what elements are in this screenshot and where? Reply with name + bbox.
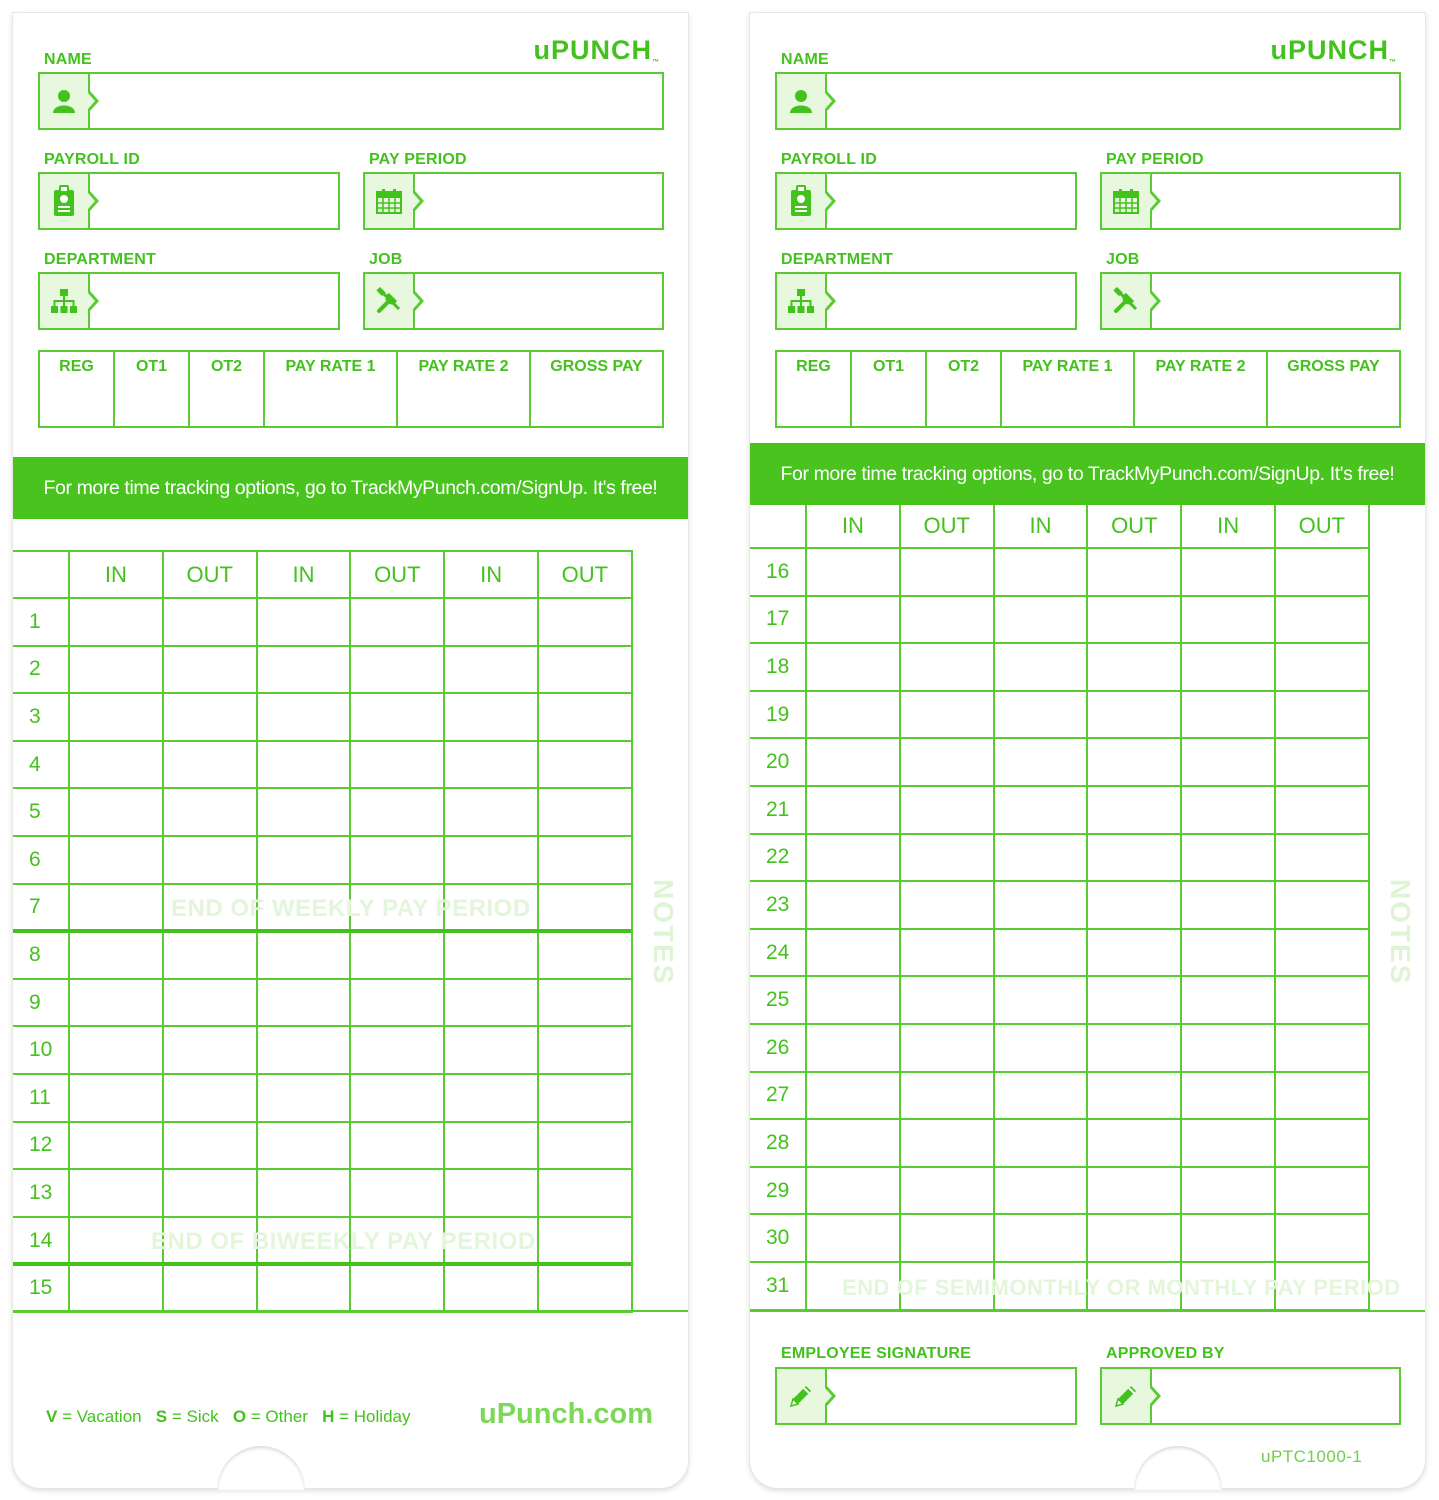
punch-cell[interactable] (70, 932, 164, 980)
punch-cell[interactable] (445, 980, 539, 1028)
punch-cell[interactable] (1182, 549, 1276, 597)
punch-cell[interactable] (995, 882, 1089, 930)
person-icon (777, 74, 827, 128)
employee-signature-label: EMPLOYEE SIGNATURE (781, 1345, 971, 1362)
punch-cell[interactable] (1182, 1215, 1276, 1263)
punch-cell[interactable] (258, 1027, 352, 1075)
ot1-header: OT1 (852, 352, 927, 426)
punch-cell[interactable] (445, 742, 539, 790)
gross-pay-header: GROSS PAY (550, 358, 643, 375)
punch-cell[interactable] (901, 882, 995, 930)
punch-cell[interactable] (807, 1168, 901, 1216)
grid-corner (13, 552, 70, 599)
day-number: 9 (13, 980, 70, 1028)
punch-cell[interactable] (445, 599, 539, 647)
punch-cell[interactable] (1182, 739, 1276, 787)
punch-cell[interactable] (258, 1123, 352, 1171)
punch-cell[interactable] (445, 932, 539, 980)
pay-period-field[interactable] (1100, 172, 1401, 230)
punch-cell[interactable] (445, 1027, 539, 1075)
job-label: JOB (369, 251, 403, 268)
punch-cell[interactable] (258, 980, 352, 1028)
punch-cell[interactable] (995, 835, 1089, 883)
day-number: 19 (750, 692, 807, 740)
name-label: NAME (44, 51, 92, 68)
punch-cell[interactable] (70, 647, 164, 695)
pay-period-field[interactable] (363, 172, 664, 230)
punch-cell[interactable] (258, 932, 352, 980)
punch-cell[interactable] (1088, 739, 1182, 787)
punch-cell[interactable] (901, 1073, 995, 1121)
pencil-icon (777, 1369, 827, 1423)
punch-cell[interactable] (1276, 1168, 1370, 1216)
punch-cell[interactable] (807, 644, 901, 692)
day-number: 29 (750, 1168, 807, 1216)
punch-cell[interactable] (1088, 644, 1182, 692)
punch-cell[interactable] (1182, 644, 1276, 692)
ot2-header: OT2 (927, 352, 1002, 426)
punch-cell[interactable] (807, 1120, 901, 1168)
punch-cell[interactable] (164, 789, 258, 837)
day-number: 7 (13, 885, 70, 933)
punch-cell[interactable] (901, 1168, 995, 1216)
punch-cell[interactable] (258, 647, 352, 695)
punch-cell[interactable] (807, 930, 901, 978)
job-field[interactable] (363, 272, 664, 330)
monthly-watermark: END OF SEMIMONTHLY OR MONTHLY PAY PERIOD (842, 1275, 1401, 1300)
punch-cell[interactable] (807, 739, 901, 787)
punch-cell[interactable] (1088, 1168, 1182, 1216)
punch-cell[interactable] (164, 932, 258, 980)
pay-rate-2-header: PAY RATE 2 (398, 352, 531, 426)
tools-icon (1102, 274, 1152, 328)
punch-cell[interactable] (901, 930, 995, 978)
punch-cell[interactable] (1276, 739, 1370, 787)
column-header: OUT (1088, 505, 1182, 549)
punch-cell[interactable] (258, 599, 352, 647)
column-header: IN (1182, 505, 1276, 549)
column-header: IN (807, 505, 901, 549)
punch-cell[interactable] (539, 789, 633, 837)
punch-cell[interactable] (1276, 1120, 1370, 1168)
grid-corner (750, 505, 807, 549)
pay-period-label: PAY PERIOD (369, 151, 467, 168)
punch-cell[interactable] (901, 739, 995, 787)
punch-cell[interactable] (1182, 835, 1276, 883)
punch-cell[interactable] (539, 1075, 633, 1123)
calendar-icon (1102, 174, 1152, 228)
gross-pay-header: GROSS PAY (1287, 358, 1380, 375)
punch-cell[interactable] (351, 647, 445, 695)
punch-grid-days-16-31 (750, 505, 1370, 1311)
punch-cell[interactable] (807, 787, 901, 835)
punch-cell[interactable] (164, 837, 258, 885)
department-label: DEPARTMENT (44, 251, 156, 268)
punch-cell[interactable] (445, 694, 539, 742)
column-header: OUT (539, 552, 633, 599)
day-number: 2 (13, 647, 70, 695)
day-number: 27 (750, 1073, 807, 1121)
punch-cell[interactable] (1088, 1073, 1182, 1121)
punch-cell[interactable] (1276, 1215, 1370, 1263)
upunch-logo: uPUNCH™ (533, 35, 660, 66)
punch-cell[interactable] (70, 1075, 164, 1123)
punch-cell[interactable] (351, 599, 445, 647)
punch-cell[interactable] (164, 1027, 258, 1075)
punch-cell[interactable] (1276, 882, 1370, 930)
punch-cell[interactable] (258, 1075, 352, 1123)
day-number: 17 (750, 597, 807, 645)
pay-summary-box (775, 350, 1401, 428)
punch-cell[interactable] (539, 1123, 633, 1171)
punch-cell[interactable] (807, 597, 901, 645)
punch-cell[interactable] (1276, 835, 1370, 883)
punch-cell[interactable] (445, 789, 539, 837)
punch-cell[interactable] (445, 1170, 539, 1218)
punch-grid-days-1-15 (13, 550, 633, 1312)
name-label: NAME (781, 51, 829, 68)
punch-cell[interactable] (1088, 549, 1182, 597)
day-number: 5 (13, 789, 70, 837)
punch-cell[interactable] (70, 885, 164, 933)
punch-cell[interactable] (901, 597, 995, 645)
punch-cell[interactable] (1276, 597, 1370, 645)
job-label: JOB (1106, 251, 1140, 268)
punch-cell[interactable] (539, 837, 633, 885)
punch-cell[interactable] (258, 837, 352, 885)
punch-cell[interactable] (1088, 930, 1182, 978)
punch-cell[interactable] (351, 1027, 445, 1075)
punch-cell[interactable] (995, 1025, 1089, 1073)
punch-cell[interactable] (70, 837, 164, 885)
pay-rate-1-header: PAY RATE 1 (1002, 352, 1135, 426)
punch-cell[interactable] (164, 1170, 258, 1218)
punch-cell[interactable] (807, 1215, 901, 1263)
id-badge-icon (40, 174, 90, 228)
punch-cell[interactable] (807, 835, 901, 883)
punch-cell[interactable] (901, 644, 995, 692)
name-field[interactable] (775, 72, 1401, 130)
column-header: OUT (351, 552, 445, 599)
punch-cell[interactable] (807, 692, 901, 740)
notes-label: NOTES (648, 879, 679, 986)
biweekly-watermark: END OF BIWEEKLY PAY PERIOD (151, 1228, 536, 1255)
punch-cell[interactable] (1276, 644, 1370, 692)
approved-by-label: APPROVED BY (1106, 1345, 1225, 1362)
punch-cell[interactable] (258, 789, 352, 837)
pay-rate-2-header: PAY RATE 2 (1135, 352, 1268, 426)
punch-cell[interactable] (1182, 692, 1276, 740)
punch-cell[interactable] (995, 597, 1089, 645)
day-number: 23 (750, 882, 807, 930)
punch-cell[interactable] (539, 1170, 633, 1218)
punch-cell[interactable] (351, 789, 445, 837)
punch-cell[interactable] (901, 787, 995, 835)
punch-cell[interactable] (164, 647, 258, 695)
punch-cell[interactable] (1182, 1073, 1276, 1121)
punch-cell[interactable] (539, 599, 633, 647)
pencil-icon (1102, 1369, 1152, 1423)
punch-cell[interactable] (70, 1170, 164, 1218)
punch-cell[interactable] (351, 1265, 445, 1313)
reg-header: REG (40, 352, 115, 426)
punch-cell[interactable] (164, 980, 258, 1028)
employee-signature-field[interactable] (775, 1367, 1077, 1425)
punch-cell[interactable] (70, 694, 164, 742)
punch-cell[interactable] (995, 1120, 1089, 1168)
pay-summary-box (38, 350, 664, 428)
punch-cell[interactable] (539, 885, 633, 933)
punch-cell[interactable] (539, 742, 633, 790)
day-number: 13 (13, 1170, 70, 1218)
day-number: 12 (13, 1123, 70, 1171)
punch-cell[interactable] (1276, 549, 1370, 597)
punch-cell[interactable] (164, 599, 258, 647)
calendar-icon (365, 174, 415, 228)
day-number: 28 (750, 1120, 807, 1168)
day-number: 30 (750, 1215, 807, 1263)
day-number: 21 (750, 787, 807, 835)
tools-icon (365, 274, 415, 328)
punch-cell[interactable] (901, 977, 995, 1025)
punch-cell[interactable] (807, 549, 901, 597)
column-header: OUT (1276, 505, 1370, 549)
punch-cell[interactable] (1276, 692, 1370, 740)
day-number: 26 (750, 1025, 807, 1073)
punch-cell[interactable] (70, 1027, 164, 1075)
punch-cell[interactable] (1182, 787, 1276, 835)
punch-cell[interactable] (1088, 787, 1182, 835)
punch-cell[interactable] (351, 932, 445, 980)
day-number: 14 (13, 1218, 70, 1266)
punch-cell[interactable] (539, 1027, 633, 1075)
name-field[interactable] (38, 72, 664, 130)
punch-cell[interactable] (258, 694, 352, 742)
person-icon (40, 74, 90, 128)
punch-cell[interactable] (351, 1123, 445, 1171)
org-chart-icon (40, 274, 90, 328)
punch-cell[interactable] (1276, 787, 1370, 835)
punch-cell[interactable] (164, 742, 258, 790)
punch-cell[interactable] (1182, 1120, 1276, 1168)
clock-notch (217, 1446, 305, 1490)
column-header: IN (445, 552, 539, 599)
payroll-id-field[interactable] (38, 172, 340, 230)
punch-cell[interactable] (995, 1215, 1089, 1263)
punch-cell[interactable] (807, 1073, 901, 1121)
punch-cell[interactable] (1088, 977, 1182, 1025)
day-number: 10 (13, 1027, 70, 1075)
day-number: 22 (750, 835, 807, 883)
approved-by-field[interactable] (1100, 1367, 1401, 1425)
payroll-id-label: PAYROLL ID (44, 151, 140, 168)
punch-cell[interactable] (539, 980, 633, 1028)
punch-cell[interactable] (1276, 977, 1370, 1025)
day-number: 15 (13, 1265, 70, 1313)
punch-cell[interactable] (445, 1075, 539, 1123)
day-number: 20 (750, 739, 807, 787)
department-label: DEPARTMENT (781, 251, 893, 268)
punch-cell[interactable] (995, 1073, 1089, 1121)
upunch-logo: uPUNCH™ (1270, 35, 1397, 66)
punch-cell[interactable] (351, 742, 445, 790)
punch-cell[interactable] (70, 789, 164, 837)
punch-cell[interactable] (351, 1075, 445, 1123)
punch-cell[interactable] (901, 692, 995, 740)
website-url: uPunch.com (479, 1398, 654, 1430)
time-card-back (750, 13, 1425, 1488)
punch-cell[interactable] (445, 1265, 539, 1313)
punch-cell[interactable] (995, 930, 1089, 978)
column-header: IN (258, 552, 352, 599)
punch-cell[interactable] (1182, 597, 1276, 645)
legend: V = Vacation S = Sick O = Other H = Holiday (46, 1407, 411, 1426)
punch-cell[interactable] (70, 1265, 164, 1313)
punch-cell[interactable] (1182, 1168, 1276, 1216)
punch-cell[interactable] (1088, 835, 1182, 883)
punch-cell[interactable] (1088, 882, 1182, 930)
punch-cell[interactable] (70, 1123, 164, 1171)
punch-cell[interactable] (1182, 882, 1276, 930)
payroll-id-label: PAYROLL ID (781, 151, 877, 168)
id-badge-icon (777, 174, 827, 228)
notes-label: NOTES (1385, 879, 1416, 986)
pay-rate-1-header: PAY RATE 1 (265, 352, 398, 426)
punch-cell[interactable] (807, 977, 901, 1025)
punch-cell[interactable] (70, 599, 164, 647)
punch-cell[interactable] (995, 644, 1089, 692)
punch-cell[interactable] (70, 742, 164, 790)
punch-cell[interactable] (1182, 977, 1276, 1025)
day-number: 16 (750, 549, 807, 597)
weekly-watermark: END OF WEEKLY PAY PERIOD (171, 895, 531, 922)
time-card-front (13, 13, 688, 1488)
punch-cell[interactable] (995, 1168, 1089, 1216)
punch-cell[interactable] (351, 1170, 445, 1218)
punch-cell[interactable] (901, 549, 995, 597)
department-field[interactable] (775, 272, 1077, 330)
day-number: 31 (750, 1263, 807, 1311)
punch-cell[interactable] (351, 837, 445, 885)
punch-cell[interactable] (1088, 597, 1182, 645)
punch-cell[interactable] (995, 549, 1089, 597)
promo-banner: For more time tracking options, go to TrackMyPunch.com/SignUp. It's free! (750, 443, 1425, 505)
punch-cell[interactable] (539, 1218, 633, 1266)
punch-cell[interactable] (539, 1265, 633, 1313)
punch-cell[interactable] (807, 882, 901, 930)
reg-header: REG (777, 352, 852, 426)
day-number: 11 (13, 1075, 70, 1123)
punch-cell[interactable] (901, 1120, 995, 1168)
day-number: 1 (13, 599, 70, 647)
punch-cell[interactable] (445, 647, 539, 695)
punch-cell[interactable] (1182, 930, 1276, 978)
punch-cell[interactable] (1088, 1215, 1182, 1263)
punch-cell[interactable] (1182, 1025, 1276, 1073)
day-number: 3 (13, 694, 70, 742)
column-header: OUT (164, 552, 258, 599)
column-header: IN (70, 552, 164, 599)
punch-cell[interactable] (539, 694, 633, 742)
day-number: 24 (750, 930, 807, 978)
punch-cell[interactable] (995, 739, 1089, 787)
punch-cell[interactable] (70, 1218, 164, 1266)
punch-cell[interactable] (1276, 1025, 1370, 1073)
punch-cell[interactable] (1088, 692, 1182, 740)
punch-cell[interactable] (807, 1025, 901, 1073)
product-code: uPTC1000-1 (1261, 1447, 1363, 1466)
payroll-id-field[interactable] (775, 172, 1077, 230)
ot2-header: OT2 (190, 352, 265, 426)
punch-cell[interactable] (995, 977, 1089, 1025)
job-field[interactable] (1100, 272, 1401, 330)
ot1-header: OT1 (115, 352, 190, 426)
day-number: 4 (13, 742, 70, 790)
pay-period-label: PAY PERIOD (1106, 151, 1204, 168)
punch-cell[interactable] (539, 932, 633, 980)
day-number: 18 (750, 644, 807, 692)
day-number: 6 (13, 837, 70, 885)
punch-cell[interactable] (164, 1123, 258, 1171)
punch-cell[interactable] (70, 980, 164, 1028)
punch-cell[interactable] (901, 835, 995, 883)
punch-cell[interactable] (258, 742, 352, 790)
punch-cell[interactable] (539, 647, 633, 695)
punch-cell[interactable] (258, 1265, 352, 1313)
punch-cell[interactable] (351, 980, 445, 1028)
org-chart-icon (777, 274, 827, 328)
punch-cell[interactable] (1276, 930, 1370, 978)
punch-cell[interactable] (995, 692, 1089, 740)
punch-cell[interactable] (258, 1170, 352, 1218)
punch-cell[interactable] (995, 787, 1089, 835)
column-header: IN (995, 505, 1089, 549)
punch-cell[interactable] (351, 694, 445, 742)
day-number: 25 (750, 977, 807, 1025)
punch-cell[interactable] (901, 1025, 995, 1073)
punch-cell[interactable] (901, 1215, 995, 1263)
punch-cell[interactable] (164, 1265, 258, 1313)
punch-cell[interactable] (164, 1075, 258, 1123)
department-field[interactable] (38, 272, 340, 330)
punch-cell[interactable] (1088, 1025, 1182, 1073)
punch-cell[interactable] (445, 837, 539, 885)
punch-cell[interactable] (1276, 1073, 1370, 1121)
punch-cell[interactable] (1088, 1120, 1182, 1168)
punch-cell[interactable] (445, 1123, 539, 1171)
column-header: OUT (901, 505, 995, 549)
punch-cell[interactable] (164, 694, 258, 742)
day-number: 8 (13, 932, 70, 980)
promo-banner: For more time tracking options, go to TrackMyPunch.com/SignUp. It's free! (13, 457, 688, 519)
clock-notch (1134, 1446, 1222, 1490)
